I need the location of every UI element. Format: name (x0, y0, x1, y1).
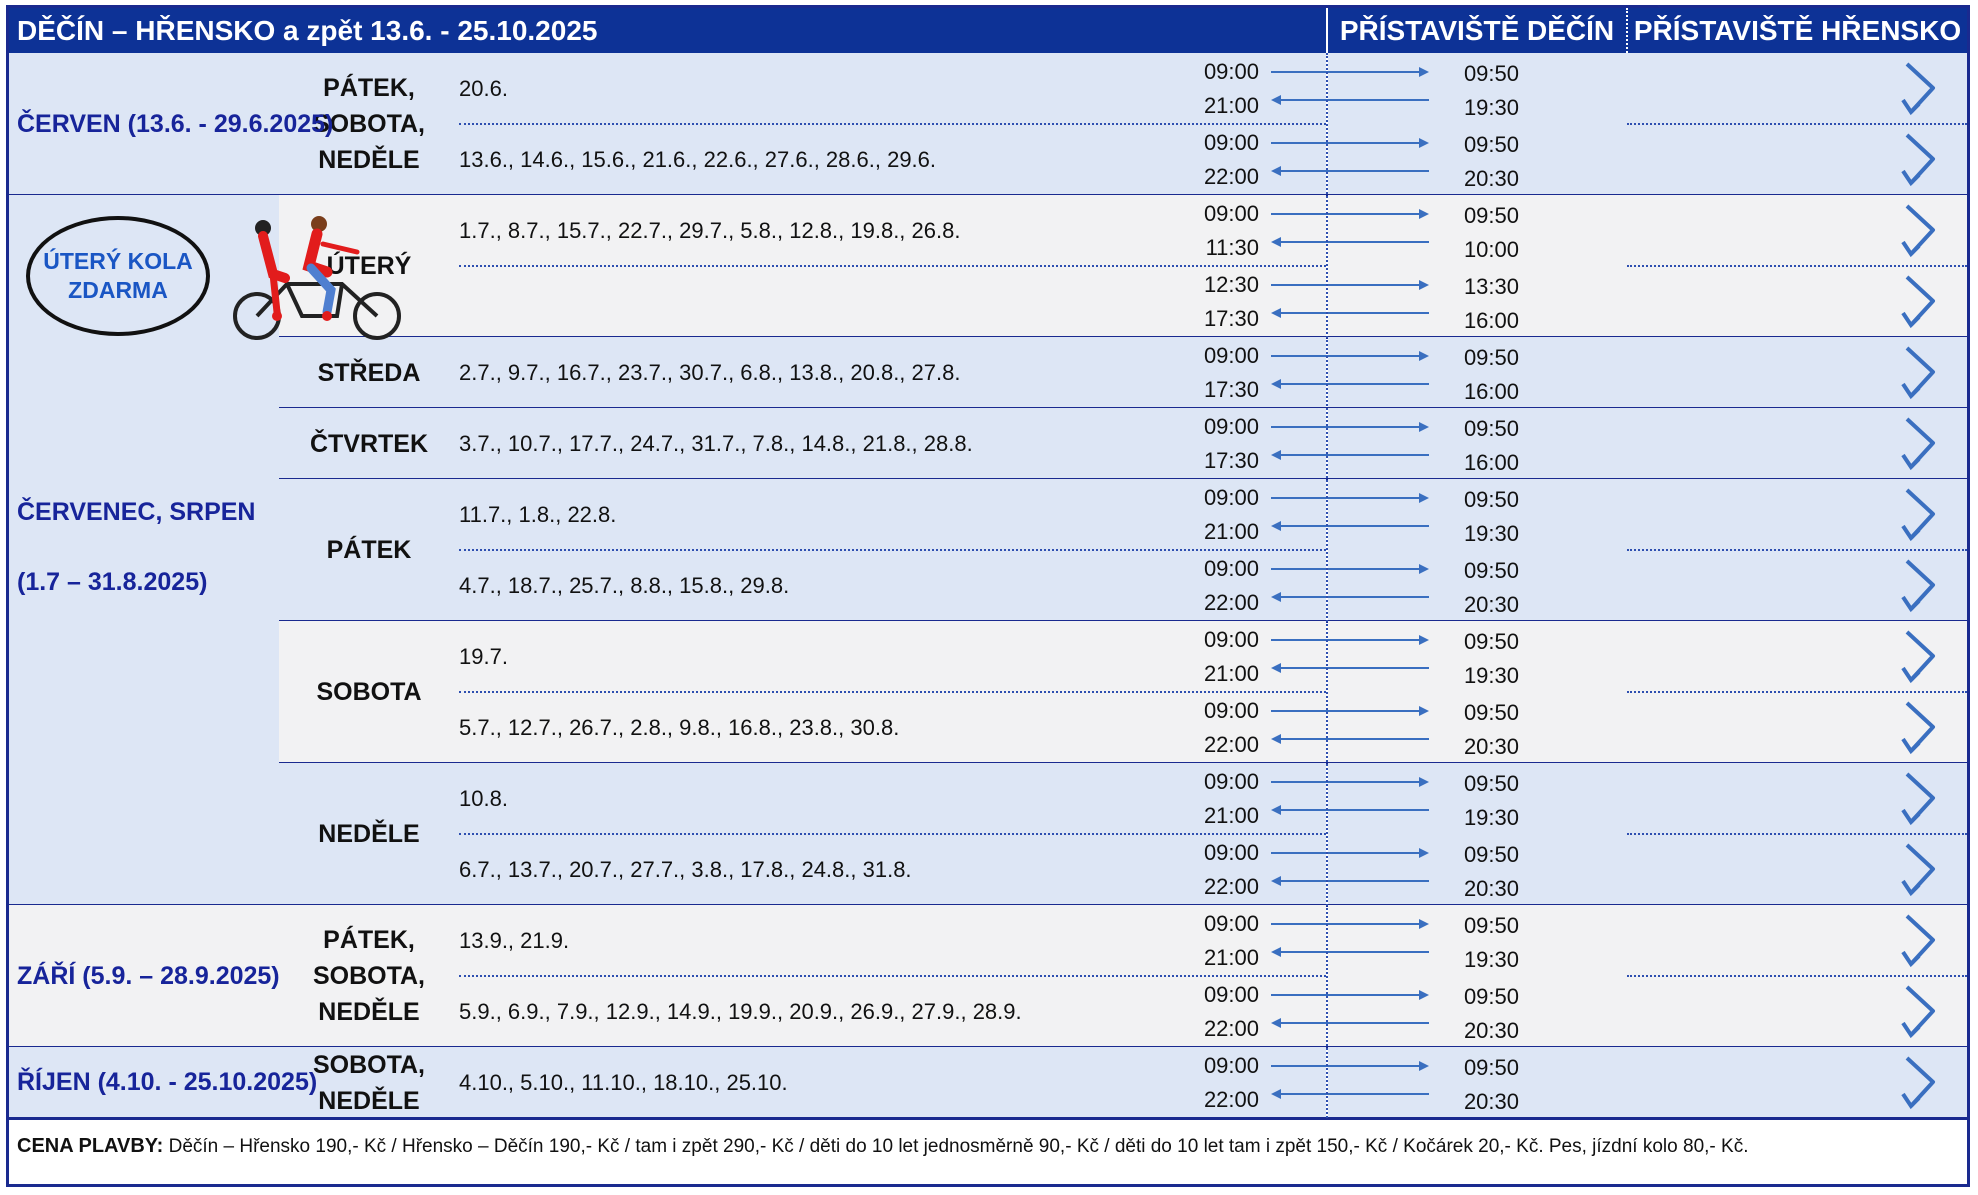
arr-time-decin: 21:00 (1203, 519, 1259, 544)
date-list: 13.9., 21.9. (459, 928, 570, 953)
timetable (6, 5, 1970, 1187)
arr-time-hrensko: 09:50 (1463, 345, 1519, 370)
sub-divider-right (1627, 549, 1967, 551)
arr-time-hrensko: 09:50 (1463, 203, 1519, 228)
day-label: SOBOTA (316, 678, 422, 706)
arrow-right-icon (1271, 279, 1429, 291)
arrow-right-icon (1271, 776, 1429, 788)
sub-divider (459, 265, 1326, 267)
check-icon (1899, 273, 1939, 331)
arr-time-hrensko: 13:30 (1463, 274, 1519, 299)
arr-time-hrensko: 09:50 (1463, 913, 1519, 938)
dep-time-hrensko: 20:30 (1463, 734, 1519, 759)
date-list: 2.7., 9.7., 16.7., 23.7., 30.7., 6.8., 13.8., 20.8., 27.8. (459, 360, 961, 385)
day-label: NEDĚLE (318, 820, 420, 848)
arrow-left-icon (1271, 1017, 1429, 1029)
arr-time-hrensko: 09:50 (1463, 700, 1519, 725)
arrow-right-icon (1271, 918, 1429, 930)
header-col-decin (1326, 8, 1626, 53)
arr-time-decin: 22:00 (1203, 1087, 1259, 1112)
dep-time-decin: 09:00 (1203, 201, 1259, 226)
arrow-right-icon (1271, 847, 1429, 859)
date-list: 20.6. (459, 76, 508, 101)
day-label: ÚTERÝ (326, 252, 412, 280)
dep-time-decin: 09:00 (1203, 130, 1259, 155)
day-label: PÁTEK, SOBOTA, NEDĚLE (312, 926, 426, 1026)
check-icon (1899, 983, 1939, 1041)
month-label: ŘÍJEN (4.10. - 25.10.2025) (17, 1068, 318, 1096)
arr-time-hrensko: 09:50 (1463, 771, 1519, 796)
date-list: 3.7., 10.7., 17.7., 24.7., 31.7., 7.8., 14.8., 21.8., 28.8. (459, 431, 973, 456)
price-info (17, 1128, 1748, 1164)
day-label: PÁTEK, SOBOTA, NEDĚLE (312, 74, 426, 174)
arr-time-hrensko: 09:50 (1463, 984, 1519, 1009)
header-col-hrensko-text: PŘÍSTAVIŠTĚ HŘENSKO (1633, 14, 1962, 46)
dep-time-decin: 12:30 (1203, 272, 1259, 297)
arrow-left-icon (1271, 236, 1429, 248)
dep-time-hrensko: 19:30 (1463, 663, 1519, 688)
check-icon (1899, 60, 1939, 118)
header-title (9, 8, 1326, 53)
month-range-label: (1.7 – 31.8.2025) (17, 568, 208, 596)
arrow-right-icon (1271, 492, 1429, 504)
arrow-right-icon (1271, 137, 1429, 149)
arr-time-hrensko: 09:50 (1463, 61, 1519, 86)
arr-time-hrensko: 09:50 (1463, 1055, 1519, 1080)
arr-time-hrensko: 09:50 (1463, 416, 1519, 441)
arr-time-decin: 22:00 (1203, 874, 1259, 899)
check-icon (1899, 912, 1939, 970)
dep-time-hrensko: 16:00 (1463, 379, 1519, 404)
dep-time-decin: 09:00 (1203, 769, 1259, 794)
month-label: ČERVENEC, SRPEN (17, 498, 256, 526)
arr-time-decin: 22:00 (1203, 1016, 1259, 1041)
arr-time-hrensko: 09:50 (1463, 629, 1519, 654)
sub-divider-right (1627, 123, 1967, 125)
arrow-left-icon (1271, 449, 1429, 461)
dep-time-hrensko: 19:30 (1463, 521, 1519, 546)
times-row (1328, 337, 1967, 408)
dep-time-decin: 09:00 (1203, 627, 1259, 652)
header-col-decin-text: PŘÍSTAVIŠTĚ DĚČÍN (1339, 14, 1615, 46)
day-label: ČTVRTEK (309, 429, 429, 458)
arr-time-hrensko: 09:50 (1463, 132, 1519, 157)
arr-time-decin: 22:00 (1203, 732, 1259, 757)
date-list: 6.7., 13.7., 20.7., 27.7., 3.8., 17.8., 24.8., 31.8. (459, 857, 912, 882)
dep-time-hrensko: 20:30 (1463, 166, 1519, 191)
date-list: 4.10., 5.10., 11.10., 18.10., 25.10. (459, 1070, 788, 1095)
arrow-left-icon (1271, 875, 1429, 887)
arr-time-decin: 17:30 (1203, 306, 1259, 331)
arr-time-hrensko: 09:50 (1463, 842, 1519, 867)
sub-divider-right (1627, 833, 1967, 835)
arrow-left-icon (1271, 378, 1429, 390)
sub-divider-right (1627, 691, 1967, 693)
arr-time-decin: 22:00 (1203, 164, 1259, 189)
date-list: 10.8. (459, 786, 508, 811)
header-col-hrensko (1626, 8, 1967, 53)
arr-time-decin: 22:00 (1203, 590, 1259, 615)
arrow-left-icon (1271, 662, 1429, 674)
dep-time-decin: 09:00 (1203, 911, 1259, 936)
dep-time-hrensko: 19:30 (1463, 805, 1519, 830)
dep-time-decin: 09:00 (1203, 840, 1259, 865)
arr-time-decin: 21:00 (1203, 803, 1259, 828)
column-divider (1326, 53, 1328, 1118)
check-icon (1899, 628, 1939, 686)
arrow-right-icon (1271, 1060, 1429, 1072)
arrow-right-icon (1271, 208, 1429, 220)
check-icon (1899, 131, 1939, 189)
date-list: 13.6., 14.6., 15.6., 21.6., 22.6., 27.6., 28.6., 29.6. (459, 147, 937, 172)
tandem-bicycle-icon (227, 216, 407, 346)
dep-time-hrensko: 20:30 (1463, 876, 1519, 901)
month-label: ZÁŘÍ (5.9. – 28.9.2025) (17, 962, 280, 990)
dep-time-hrensko: 19:30 (1463, 947, 1519, 972)
dep-time-hrensko: 20:30 (1463, 1018, 1519, 1043)
arr-time-hrensko: 09:50 (1463, 558, 1519, 583)
arrow-left-icon (1271, 804, 1429, 816)
group-divider (9, 1117, 1967, 1120)
header-title-text: DĚČÍN – HŘENSKO a zpět 13.6. - 25.10.2025 (17, 14, 598, 46)
arrow-right-icon (1271, 421, 1429, 433)
date-list: 5.9., 6.9., 7.9., 12.9., 14.9., 19.9., 20.9., 26.9., 27.9., 28.9. (459, 999, 1022, 1024)
check-icon (1899, 841, 1939, 899)
month-label: ČERVEN (13.6. - 29.6.2025) (17, 110, 334, 138)
times-row (1328, 408, 1967, 479)
free-bike-badge: ÚTERÝ KOLA ZDARMA (26, 216, 210, 336)
check-icon (1899, 415, 1939, 473)
price-text: Děčín – Hřensko 190,- Kč / Hřensko – Děčín 190,- Kč / tam i zpět 290,- Kč / děti do 10 let jednosměrně 90,- Kč / děti do 10 let tam i zpět 150,- Kč / Kočárek 20,- Kč. Pes, jízdní kolo 80,- Kč. (163, 1136, 1749, 1157)
arrow-left-icon (1271, 520, 1429, 532)
dep-time-decin: 09:00 (1203, 343, 1259, 368)
date-list: 19.7. (459, 644, 508, 669)
arrow-left-icon (1271, 1088, 1429, 1100)
arrow-right-icon (1271, 66, 1429, 78)
arrow-right-icon (1271, 634, 1429, 646)
arrow-right-icon (1271, 705, 1429, 717)
dep-time-hrensko: 20:30 (1463, 1089, 1519, 1114)
arrow-left-icon (1271, 946, 1429, 958)
arr-time-decin: 17:30 (1203, 448, 1259, 473)
check-icon (1899, 202, 1939, 260)
date-list: 4.7., 18.7., 25.7., 8.8., 15.8., 29.8. (459, 573, 790, 598)
arrow-left-icon (1271, 733, 1429, 745)
check-icon (1899, 699, 1939, 757)
price-label: CENA PLAVBY: (17, 1135, 164, 1157)
dep-time-decin: 09:00 (1203, 698, 1259, 723)
sub-divider-right (1627, 265, 1967, 267)
times-row (1328, 1047, 1967, 1118)
arr-time-decin: 21:00 (1203, 945, 1259, 970)
arrow-right-icon (1271, 563, 1429, 575)
arr-time-decin: 21:00 (1203, 661, 1259, 686)
arrow-left-icon (1271, 94, 1429, 106)
check-icon (1899, 770, 1939, 828)
dep-time-decin: 09:00 (1203, 485, 1259, 510)
dep-time-decin: 09:00 (1203, 59, 1259, 84)
day-label: PÁTEK (326, 536, 412, 564)
dep-time-hrensko: 19:30 (1463, 95, 1519, 120)
dep-time-hrensko: 16:00 (1463, 450, 1519, 475)
check-icon (1899, 1054, 1939, 1112)
date-list: 11.7., 1.8., 22.8. (459, 502, 617, 527)
dep-time-decin: 09:00 (1203, 982, 1259, 1007)
arrow-left-icon (1271, 307, 1429, 319)
dep-time-decin: 09:00 (1203, 414, 1259, 439)
dep-time-hrensko: 16:00 (1463, 308, 1519, 333)
arr-time-hrensko: 09:50 (1463, 487, 1519, 512)
arr-time-decin: 11:30 (1205, 235, 1259, 260)
arrow-right-icon (1271, 989, 1429, 1001)
day-label: STŘEDA (317, 358, 421, 387)
day-label: SOBOTA, NEDĚLE (312, 1050, 426, 1115)
sub-divider-right (1627, 975, 1967, 977)
arrow-left-icon (1271, 591, 1429, 603)
dep-time-hrensko: 20:30 (1463, 592, 1519, 617)
check-icon (1899, 557, 1939, 615)
check-icon (1899, 486, 1939, 544)
arrow-right-icon (1271, 350, 1429, 362)
dep-time-decin: 09:00 (1203, 556, 1259, 581)
date-list: 1.7., 8.7., 15.7., 22.7., 29.7., 5.8., 12.8., 19.8., 26.8. (459, 218, 961, 243)
date-list: 5.7., 12.7., 26.7., 2.8., 9.8., 16.8., 23.8., 30.8. (459, 715, 900, 740)
dep-time-decin: 09:00 (1203, 1053, 1259, 1078)
arr-time-decin: 17:30 (1203, 377, 1259, 402)
arr-time-decin: 21:00 (1203, 93, 1259, 118)
check-icon (1899, 344, 1939, 402)
arrow-left-icon (1271, 165, 1429, 177)
dep-time-hrensko: 10:00 (1463, 237, 1519, 262)
